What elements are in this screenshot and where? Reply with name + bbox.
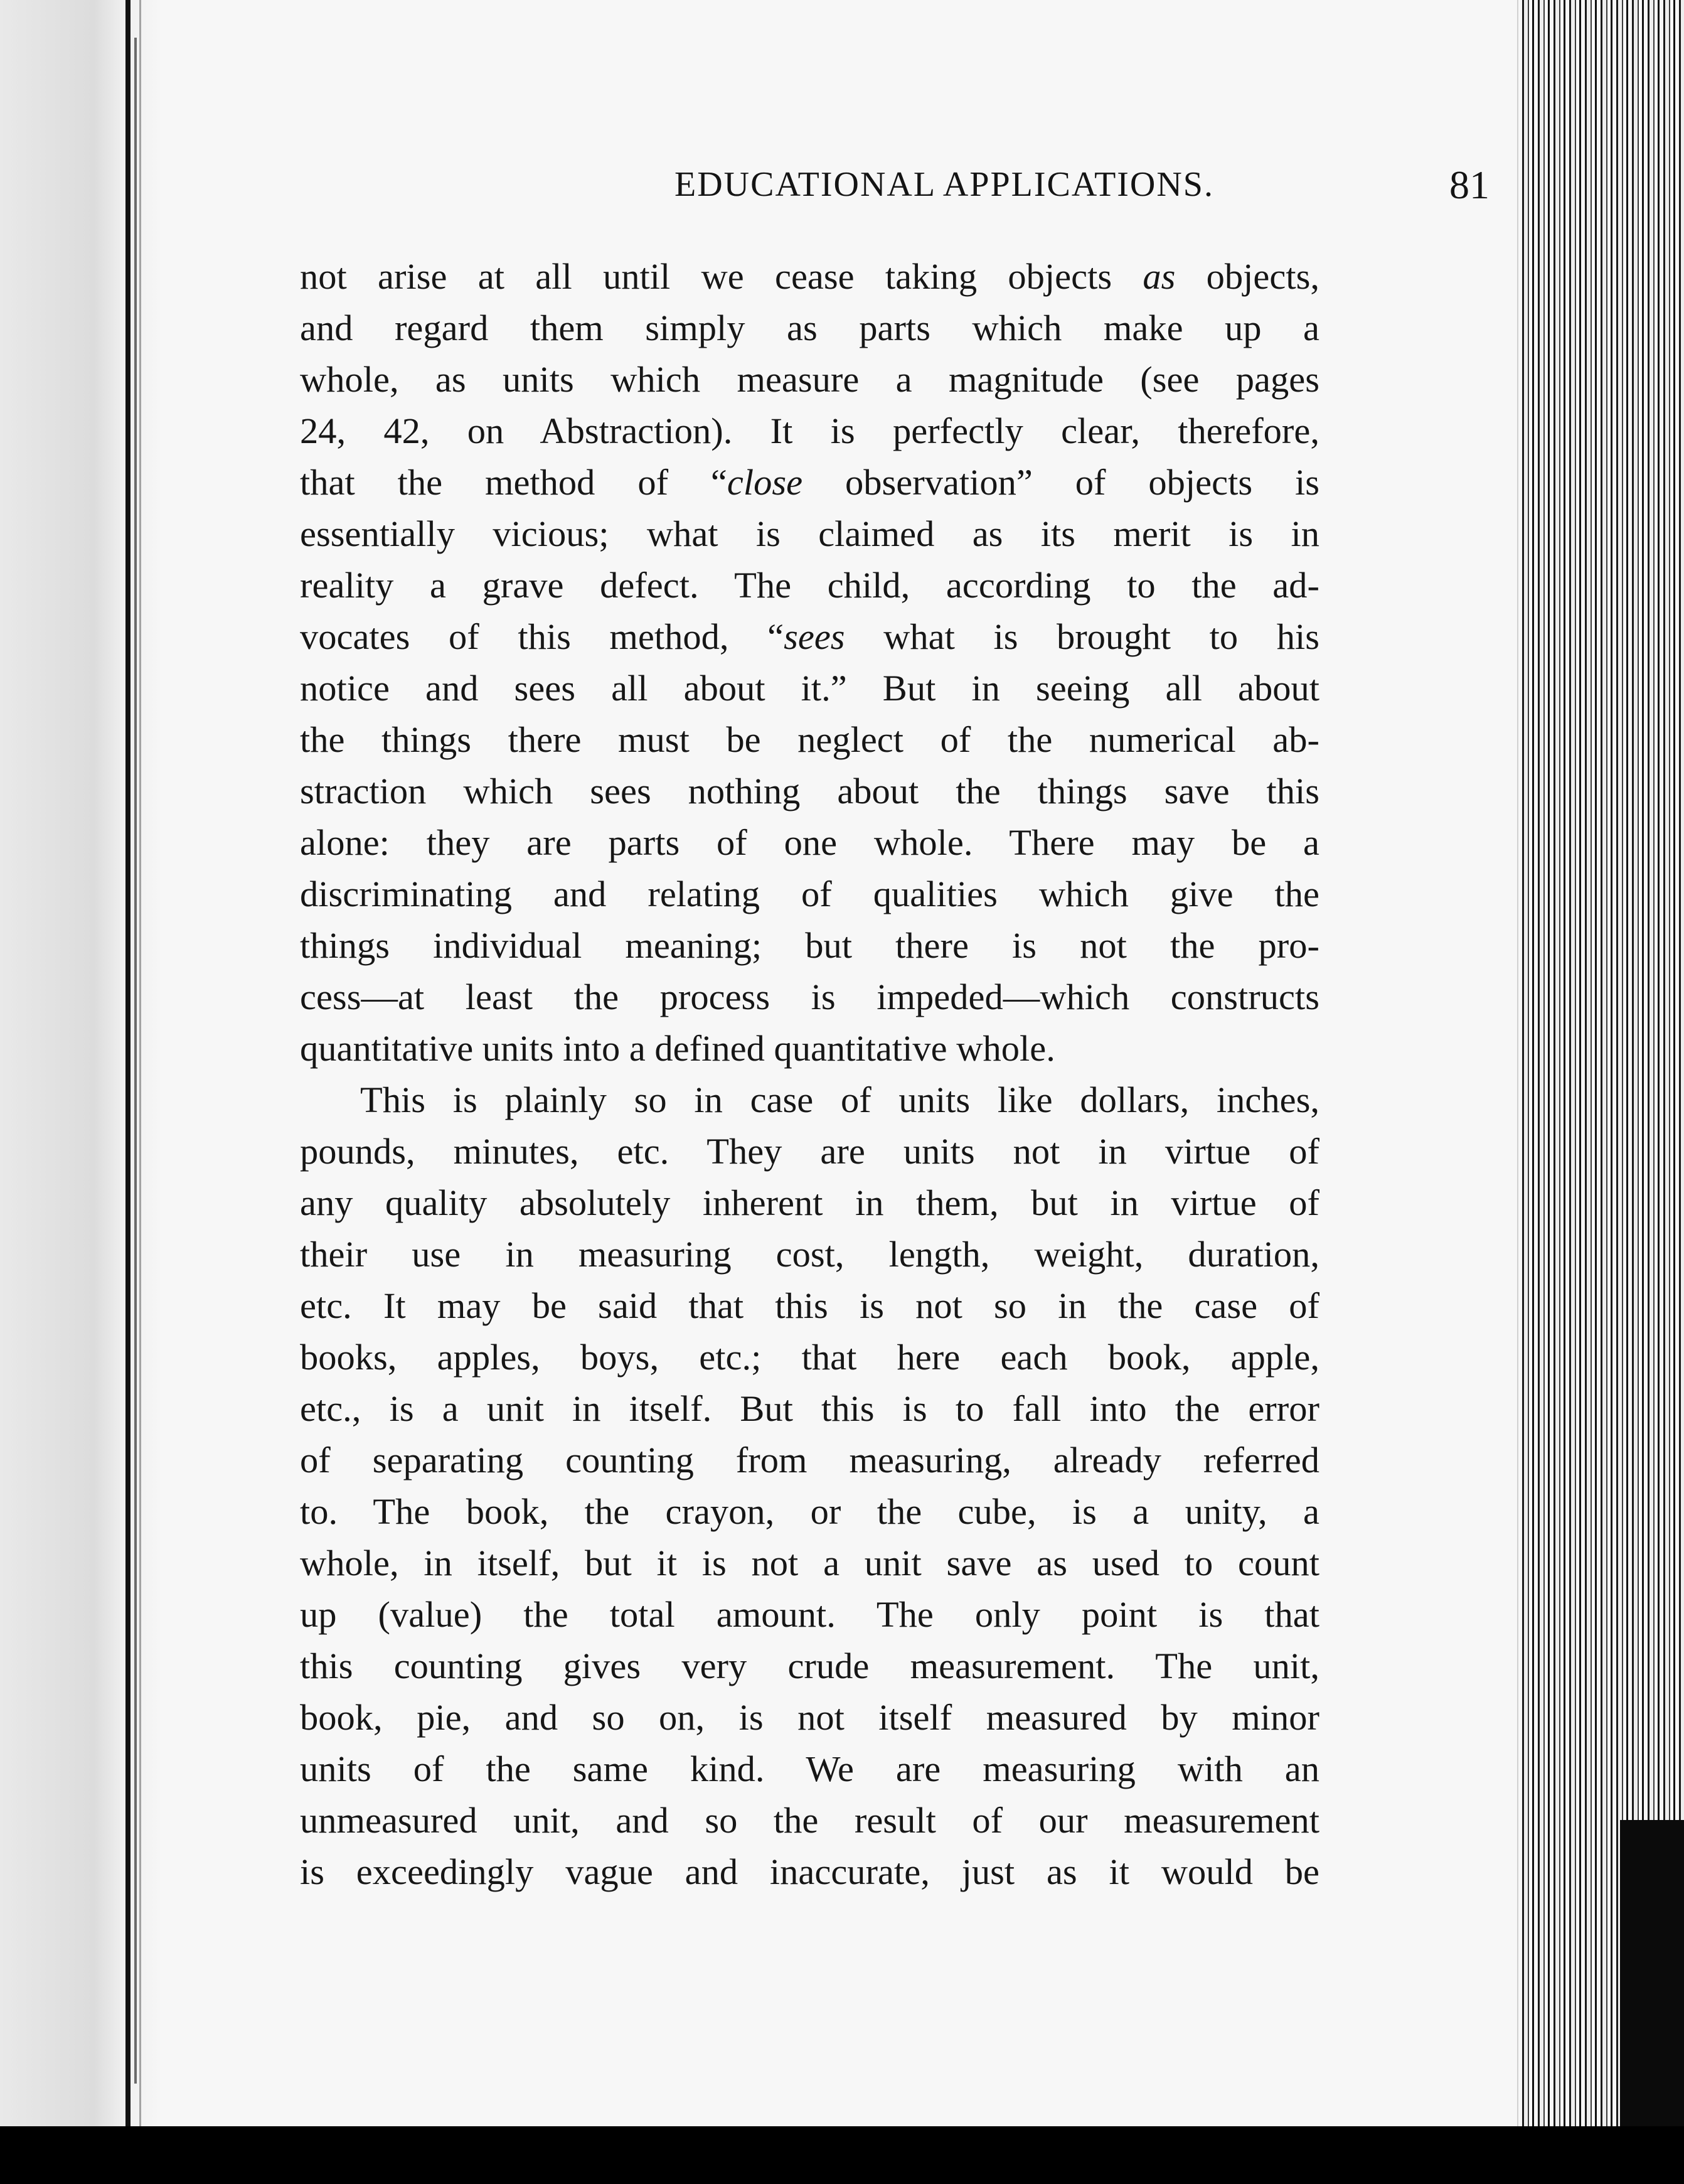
italic-word: sees — [784, 616, 845, 657]
text-line: cess—at least the process is impeded—which constructs — [300, 977, 1319, 1017]
text-line: and regard them simply as parts which make up a — [300, 308, 1319, 348]
book-binding-gutter — [0, 0, 160, 2126]
book-cover-edge — [1620, 1820, 1684, 2126]
text-line: pounds, minutes, etc. They are units not in virtue of — [300, 1131, 1319, 1172]
text-line: 24, 42, on Abstraction). It is perfectly clear, therefore, — [300, 410, 1319, 451]
text-line: up (value) the total amount. The only point is that — [300, 1594, 1319, 1635]
text-line: any quality absolutely inherent in them, but in virtue of — [300, 1182, 1319, 1223]
text-line: etc., is a unit in itself. But this is to fall into the error — [300, 1388, 1319, 1429]
page-number: 81 — [1449, 163, 1489, 207]
text-line: the things there must be neglect of the numerical ab- — [300, 719, 1319, 760]
text-line: things individual meaning; but there is not the pro- — [300, 925, 1319, 966]
text-line: book, pie, and so on, is not itself measured by minor — [300, 1697, 1319, 1738]
text-line: alone: they are parts of one whole. There may be a — [300, 822, 1319, 863]
text-line: that the method of “close observation” of objects is — [300, 462, 1319, 503]
text-line: This is plainly so in case of units like dollars, inches, — [360, 1079, 1319, 1120]
body-text — [300, 251, 1319, 1898]
text-line: discriminating and relating of qualities which give the — [300, 874, 1319, 914]
text-line: etc. It may be said that this is not so in the case of — [300, 1285, 1319, 1326]
page-edges-stack — [1518, 0, 1684, 2126]
text-line: books, apples, boys, etc.; that here each book, apple, — [300, 1337, 1319, 1378]
text-line: unmeasured unit, and so the result of our measurement — [300, 1800, 1319, 1841]
text-line: vocates of this method, “sees what is brought to his — [300, 616, 1319, 657]
text-line: straction which sees nothing about the things save this — [300, 771, 1319, 811]
text-line: to. The book, the crayon, or the cube, is a unity, a — [300, 1491, 1319, 1532]
text-line: units of the same kind. We are measuring with an — [300, 1748, 1319, 1789]
paragraph — [300, 1074, 1319, 1898]
text-line: their use in measuring cost, length, weight, duration, — [300, 1234, 1319, 1275]
paragraph — [300, 251, 1319, 1074]
text-line: quantitative units into a defined quantitative whole. — [300, 1028, 1055, 1069]
text-line: whole, as units which measure a magnitude (see pages — [300, 359, 1319, 400]
text-line: is exceedingly vague and inaccurate, just as it would be — [300, 1851, 1319, 1892]
text-line: notice and sees all about it.” But in seeing all about — [300, 668, 1319, 709]
page-header — [674, 164, 1490, 215]
text-line: whole, in itself, but it is not a unit save as used to count — [300, 1543, 1319, 1583]
running-head: EDUCATIONAL APPLICATIONS. — [674, 165, 1214, 204]
italic-word: close — [727, 462, 803, 503]
italic-word: as — [1143, 256, 1176, 297]
text-line: this counting gives very crude measurement. The unit, — [300, 1646, 1319, 1686]
text-line: reality a grave defect. The child, according to the ad- — [300, 565, 1319, 606]
scan-border-bottom — [0, 2126, 1684, 2184]
text-line: of separating counting from measuring, already referred — [300, 1440, 1319, 1480]
text-line: not arise at all until we cease taking objects as objects, — [300, 256, 1319, 297]
text-line: essentially vicious; what is claimed as its merit is in — [300, 513, 1319, 554]
